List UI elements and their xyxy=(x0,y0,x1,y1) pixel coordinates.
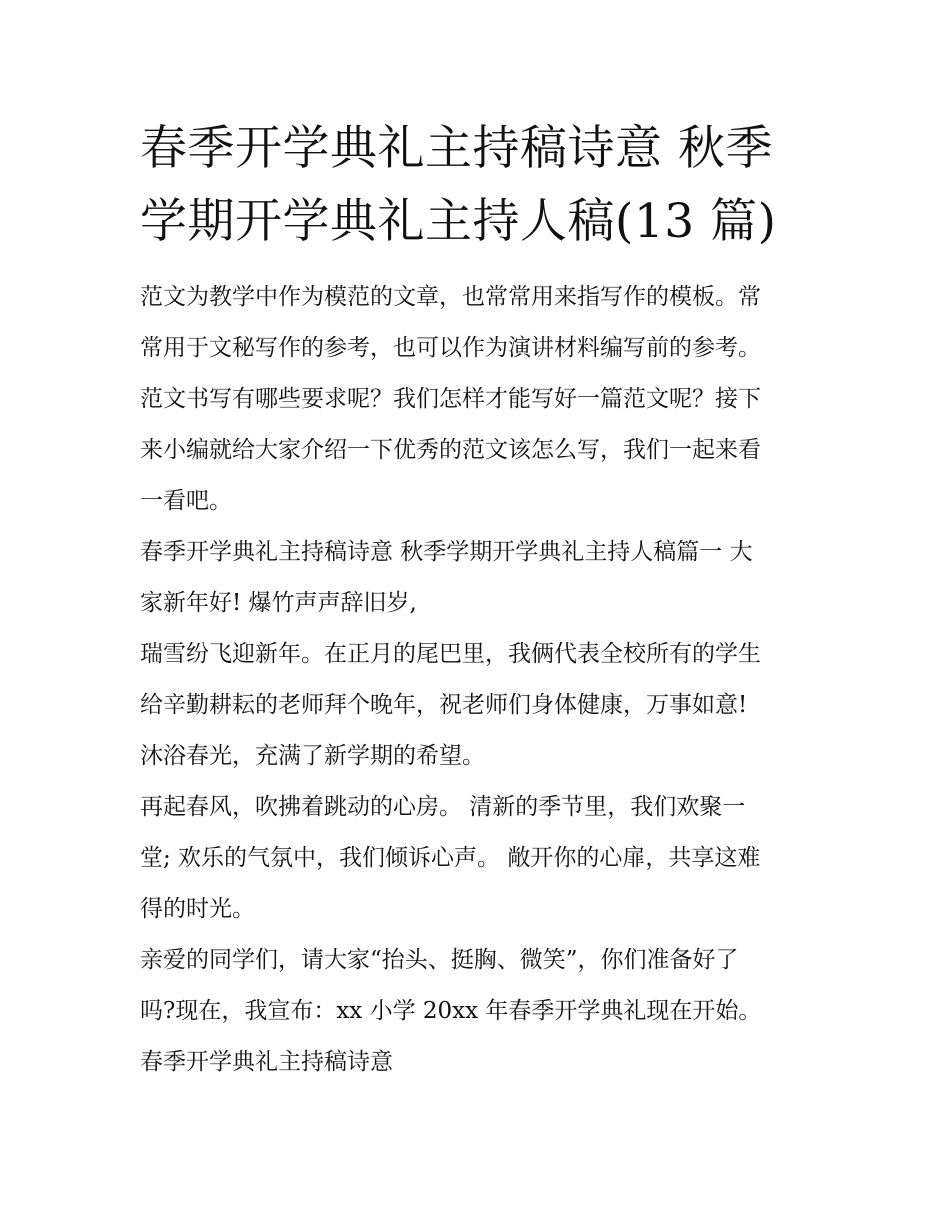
text-line: 瑞雪纷飞迎新年。在正月的尾巴里，我俩代表全校所有的学生 xyxy=(140,641,761,667)
closing-heading-paragraph xyxy=(140,1037,820,1088)
intro-paragraph xyxy=(140,272,820,527)
section-heading-paragraph xyxy=(140,527,820,629)
greeting-paragraph xyxy=(140,629,820,782)
text-line: 范文为教学中作为模范的文章，也常常用来指写作的模板。常 xyxy=(140,284,761,310)
text-line: 家新年好! 爆竹声声辞旧岁, xyxy=(140,590,417,616)
spring-paragraph xyxy=(140,782,820,935)
title-line: 学期开学典礼主持人稿(13 篇) xyxy=(140,194,777,249)
text-line: 吗?现在，我宣布：xx 小学 20xx 年春季开学典礼现在开始。 xyxy=(140,998,762,1024)
announcement-paragraph xyxy=(140,935,820,1037)
text-line: 沐浴春光，充满了新学期的希望。 xyxy=(140,743,485,769)
text-line: 来小编就给大家介绍一下优秀的范文该怎么写，我们一起来看 xyxy=(140,437,761,463)
text-line: 堂; 欢乐的气氛中，我们倾诉心声。 敞开你的心扉，共享这难 xyxy=(140,845,761,871)
text-line: 给辛勤耕耘的老师拜个晚年，祝老师们身体健康，万事如意! xyxy=(140,692,748,718)
text-line: 再起春风，吹拂着跳动的心房。 清新的季节里，我们欢聚一 xyxy=(140,794,746,820)
document-body xyxy=(140,272,820,1088)
text-line: 亲爱的同学们，请大家“抬头、挺胸、微笑”，你们准备好了 xyxy=(140,947,739,973)
text-line: 春季开学典礼主持稿诗意 xyxy=(140,1049,393,1075)
text-line: 春季开学典礼主持稿诗意 秋季学期开学典礼主持人稿篇一 大 xyxy=(140,539,753,565)
text-line: 范文书写有哪些要求呢？我们怎样才能写好一篇范文呢？接下 xyxy=(140,386,761,412)
text-line: 得的时光。 xyxy=(140,896,255,922)
text-line: 一看吧。 xyxy=(140,488,232,514)
text-line: 常用于文秘写作的参考，也可以作为演讲材料编写前的参考。 xyxy=(140,335,761,361)
document-title xyxy=(140,112,820,258)
document-content xyxy=(140,112,820,1088)
title-line: 春季开学典礼主持稿诗意 秋季 xyxy=(140,121,773,176)
